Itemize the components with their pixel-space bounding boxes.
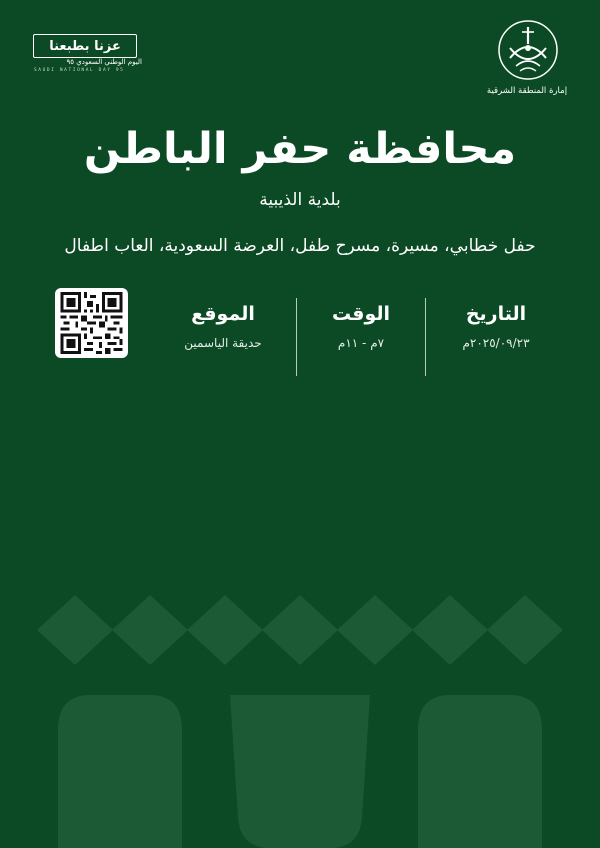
date-value: ٢٠٢٥/٠٩/٢٣م — [462, 336, 530, 350]
location-info — [150, 302, 296, 350]
location-label: الموقع — [191, 303, 255, 325]
national-day-slogan: عزنا بطبعنا — [33, 34, 137, 58]
event-subtitle: بلدية الذيبية — [259, 190, 341, 210]
date-info — [426, 302, 566, 350]
time-info — [296, 302, 426, 350]
time-value: ٧م - ١١م — [337, 336, 385, 350]
event-title: محافظة حفر الباطن — [83, 124, 517, 174]
national-day-tagline: اليوم الوطني السعودي ٩٥ — [66, 58, 142, 66]
event-activities: حفل خطابي، مسيرة، مسرح طفل، العرضة السعودية، العاب اطفال — [64, 236, 536, 256]
time-label: الوقت — [331, 303, 391, 325]
divider — [296, 298, 297, 376]
qr-code[interactable] — [55, 288, 128, 358]
emblem-caption: إمارة المنطقة الشرقية — [486, 86, 568, 96]
decorative-pattern — [0, 585, 600, 848]
emblem — [486, 18, 568, 106]
national-day-latin: SAUDI NATIONAL DAY 95 — [34, 68, 125, 73]
national-day-logo — [30, 34, 150, 74]
saudi-emblem-icon — [496, 18, 560, 82]
date-label: التاريخ — [465, 303, 527, 325]
location-value: حديقة الياسمين — [184, 336, 262, 350]
qr-code-icon — [59, 292, 124, 354]
